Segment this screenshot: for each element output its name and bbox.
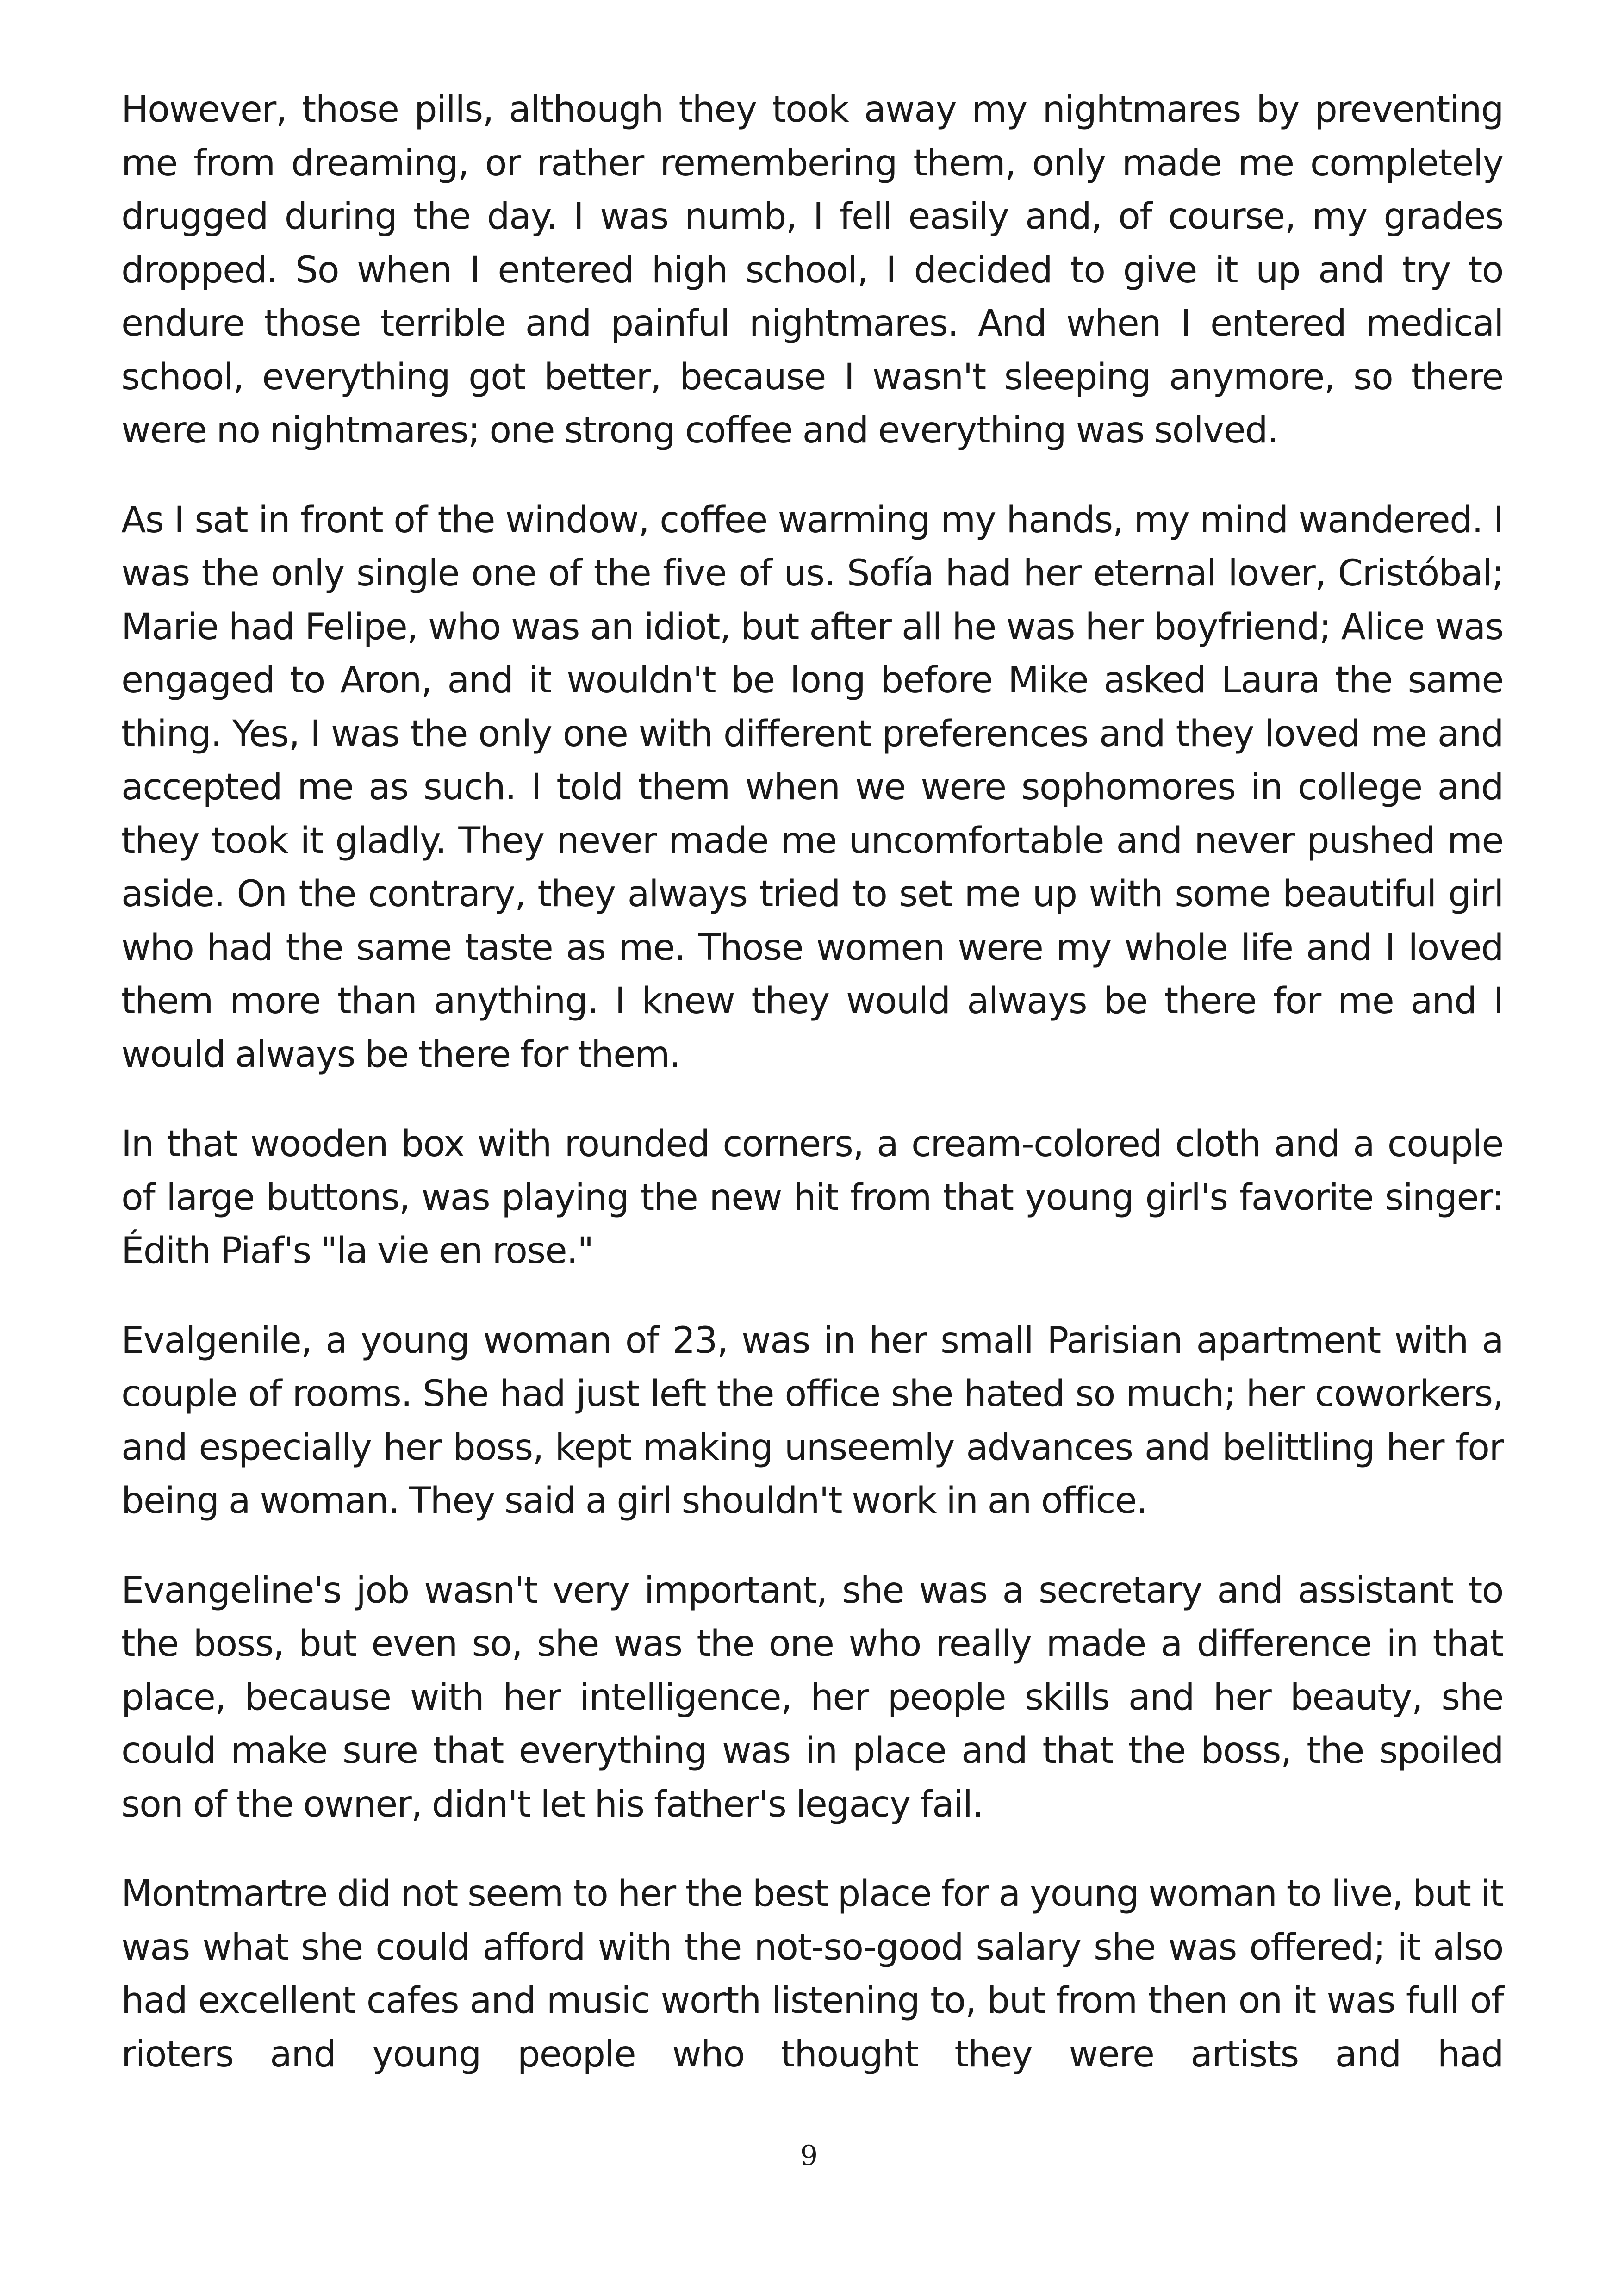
paragraph: However, those pills, although they took away my nightmares by preventing me from dreaming, or rather remembering them, only made me completely drugged during the day. I was numb, I fell easily and, of course, my grades dropped. So when I entered high school, I decided to give it up and try to endure those terrible and painful nightmares. And when I entered medical school, everything got better, because I wasn't sleeping anymore, so there were no nightmares; one strong coffee and everything was solved.	[121, 89, 1503, 451]
paragraph: Evalgenile, a young woman of 23, was in her small Parisian apartment with a couple of rooms. She had just left the office she hated so much; her coworkers, and especially her boss, kept making unseemly advances and belittling her for being a woman. They said a girl shouldn't work in an office.	[121, 1319, 1503, 1522]
paragraph: Evangeline's job wasn't very important, she was a secretary and assistant to the boss, but even so, she was the one who really made a difference in that place, because with her intelligence, her people skills and her beauty, she could make sure that everything was in place and that the boss, the spoiled son of the owner, didn't let his father's legacy fail.	[121, 1569, 1503, 1825]
paragraph: Montmartre did not seem to her the best place for a young woman to live, but it was what she could afford with the not-so-good salary she was offered; it also had excellent cafes and music worth listening to, but from then on it was full of rioters and young people who thought they were artists and had	[121, 1873, 1503, 2075]
paragraph: As I sat in front of the window, coffee warming my hands, my mind wandered. I was the only single one of the five of us. Sofía had her eternal lover, Cristóbal; Marie had Felipe, who was an idiot, but after all he was her boyfriend; Alice was engaged to Aron, and it wouldn't be long before Mike asked Laura the same thing. Yes, I was the only one with different preferences and they loved me and accepted me as such. I told them when we were sophomores in college and they took it gladly. They never made me uncomfortable and never pushed me aside. On the contrary, they always tried to set me up with some beautiful girl who had the same taste as me. Those women were my whole life and I loved them more than anything. I knew they would always be there for me and I would always be there for them.	[121, 499, 1503, 1076]
page-number: 9	[800, 2140, 818, 2172]
paragraph: In that wooden box with rounded corners, a cream-colored cloth and a couple of large buttons, was playing the new hit from that young girl's favorite singer: Édith Piaf's "la vie en rose."	[121, 1123, 1503, 1272]
body-text	[121, 83, 1503, 2117]
